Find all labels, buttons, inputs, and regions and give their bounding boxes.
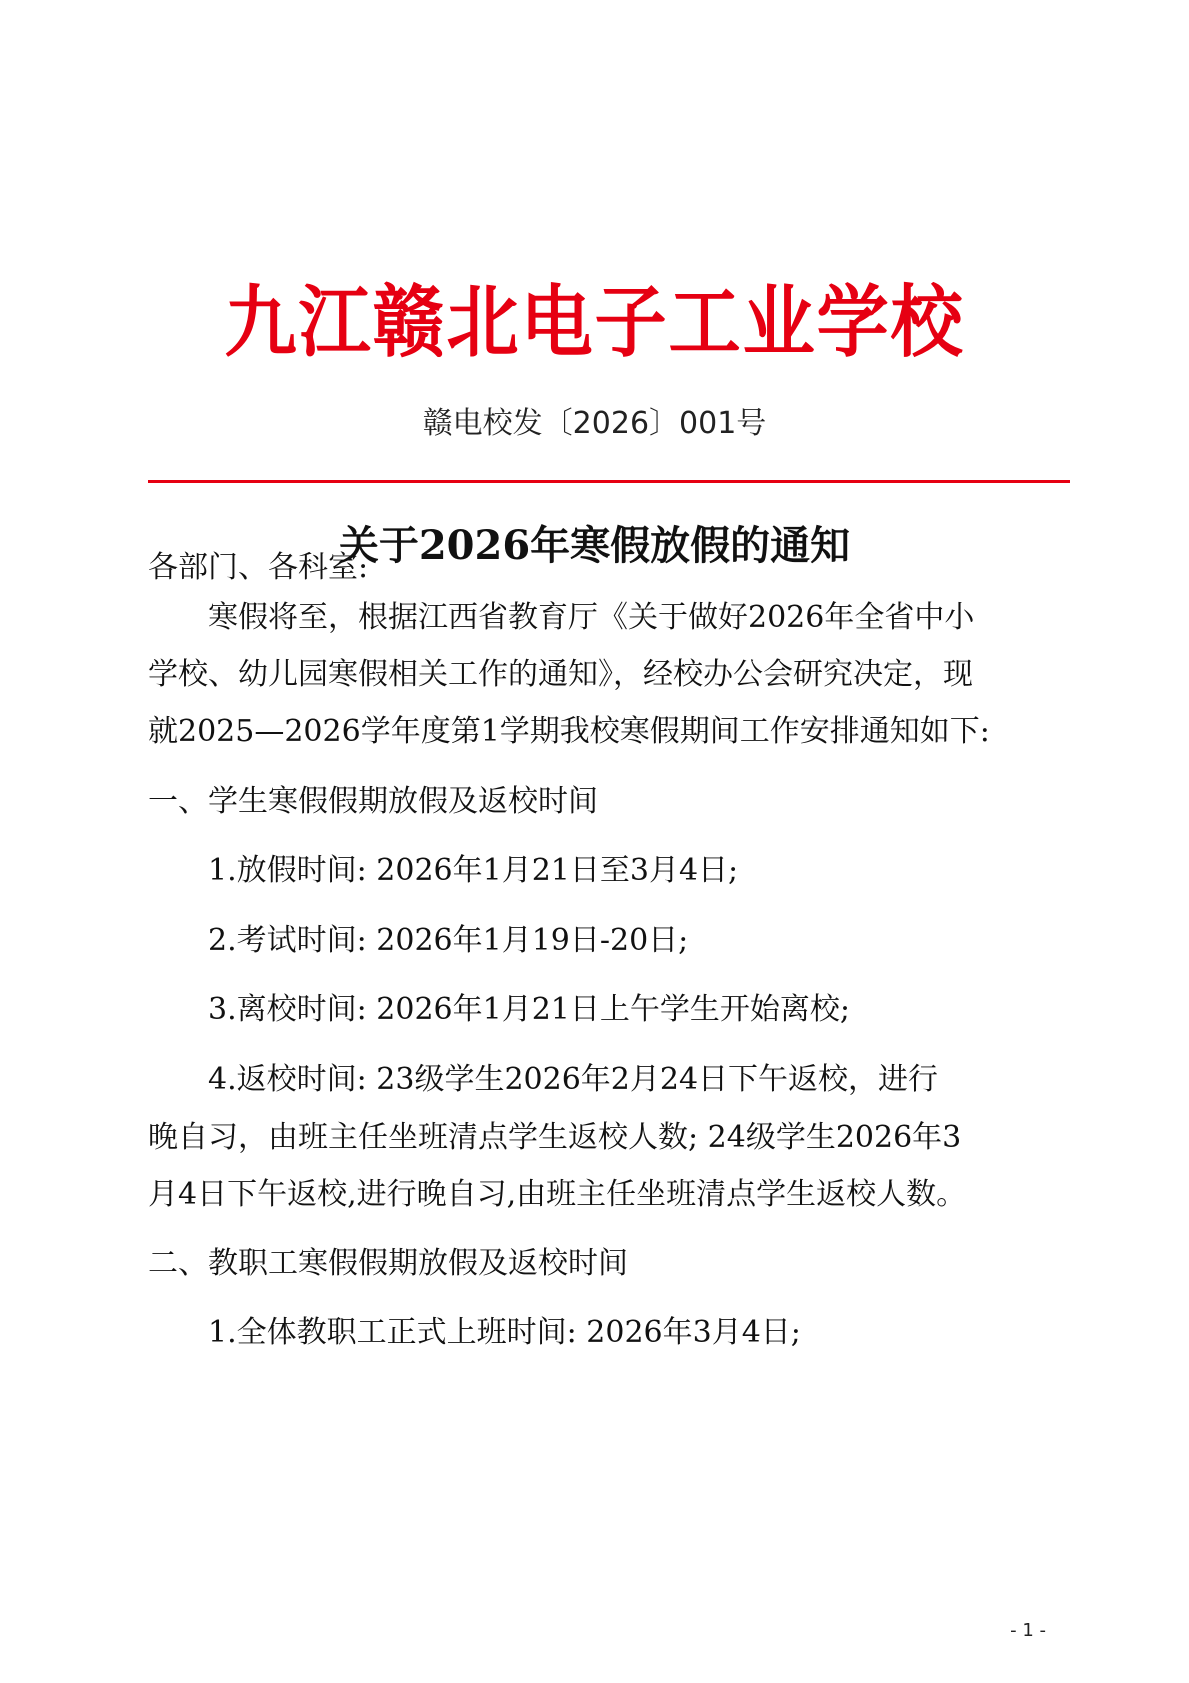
school-name-header: 九江赣北电子工业学校 bbox=[224, 277, 965, 368]
section1-item-4-line-1: 4.返校时间: 23级学生2026年2月24日下午返校，进行 bbox=[208, 1062, 939, 1097]
red-divider-line bbox=[148, 480, 1070, 483]
page-number: - 1 - bbox=[1010, 1620, 1046, 1641]
section1-item-4-line-2: 晚自习，由班主任坐班清点学生返校人数; 24级学生2026年3 bbox=[148, 1120, 962, 1155]
salutation: 各部门、各科室: bbox=[148, 550, 369, 585]
intro-line-1: 寒假将至，根据江西省教育厅《关于做好2026年全省中小 bbox=[208, 600, 975, 635]
intro-line-3: 就2025—2026学年度第1学期我校寒假期间工作安排通知如下: bbox=[148, 714, 990, 749]
section1-item-4-line-3: 月4日下午返校,进行晚自习,由班主任坐班清点学生返校人数。 bbox=[148, 1177, 967, 1212]
section1-heading: 一、学生寒假假期放假及返校时间 bbox=[148, 784, 598, 819]
intro-line-2: 学校、幼儿园寒假相关工作的通知》，经校办公会研究决定，现 bbox=[148, 657, 973, 692]
section2-heading: 二、教职工寒假假期放假及返校时间 bbox=[148, 1246, 628, 1281]
document-number: 赣电校发〔2026〕001号 bbox=[422, 406, 767, 441]
section1-item-3: 3.离校时间: 2026年1月21日上午学生开始离校; bbox=[208, 992, 850, 1027]
notice-title: 关于2026年寒假放假的通知 bbox=[338, 522, 851, 569]
section1-item-1: 1.放假时间: 2026年1月21日至3月4日; bbox=[208, 853, 739, 888]
section2-item-1: 1.全体教职工正式上班时间: 2026年3月4日; bbox=[208, 1315, 801, 1350]
section1-item-2: 2.考试时间: 2026年1月19日-20日; bbox=[208, 923, 689, 958]
